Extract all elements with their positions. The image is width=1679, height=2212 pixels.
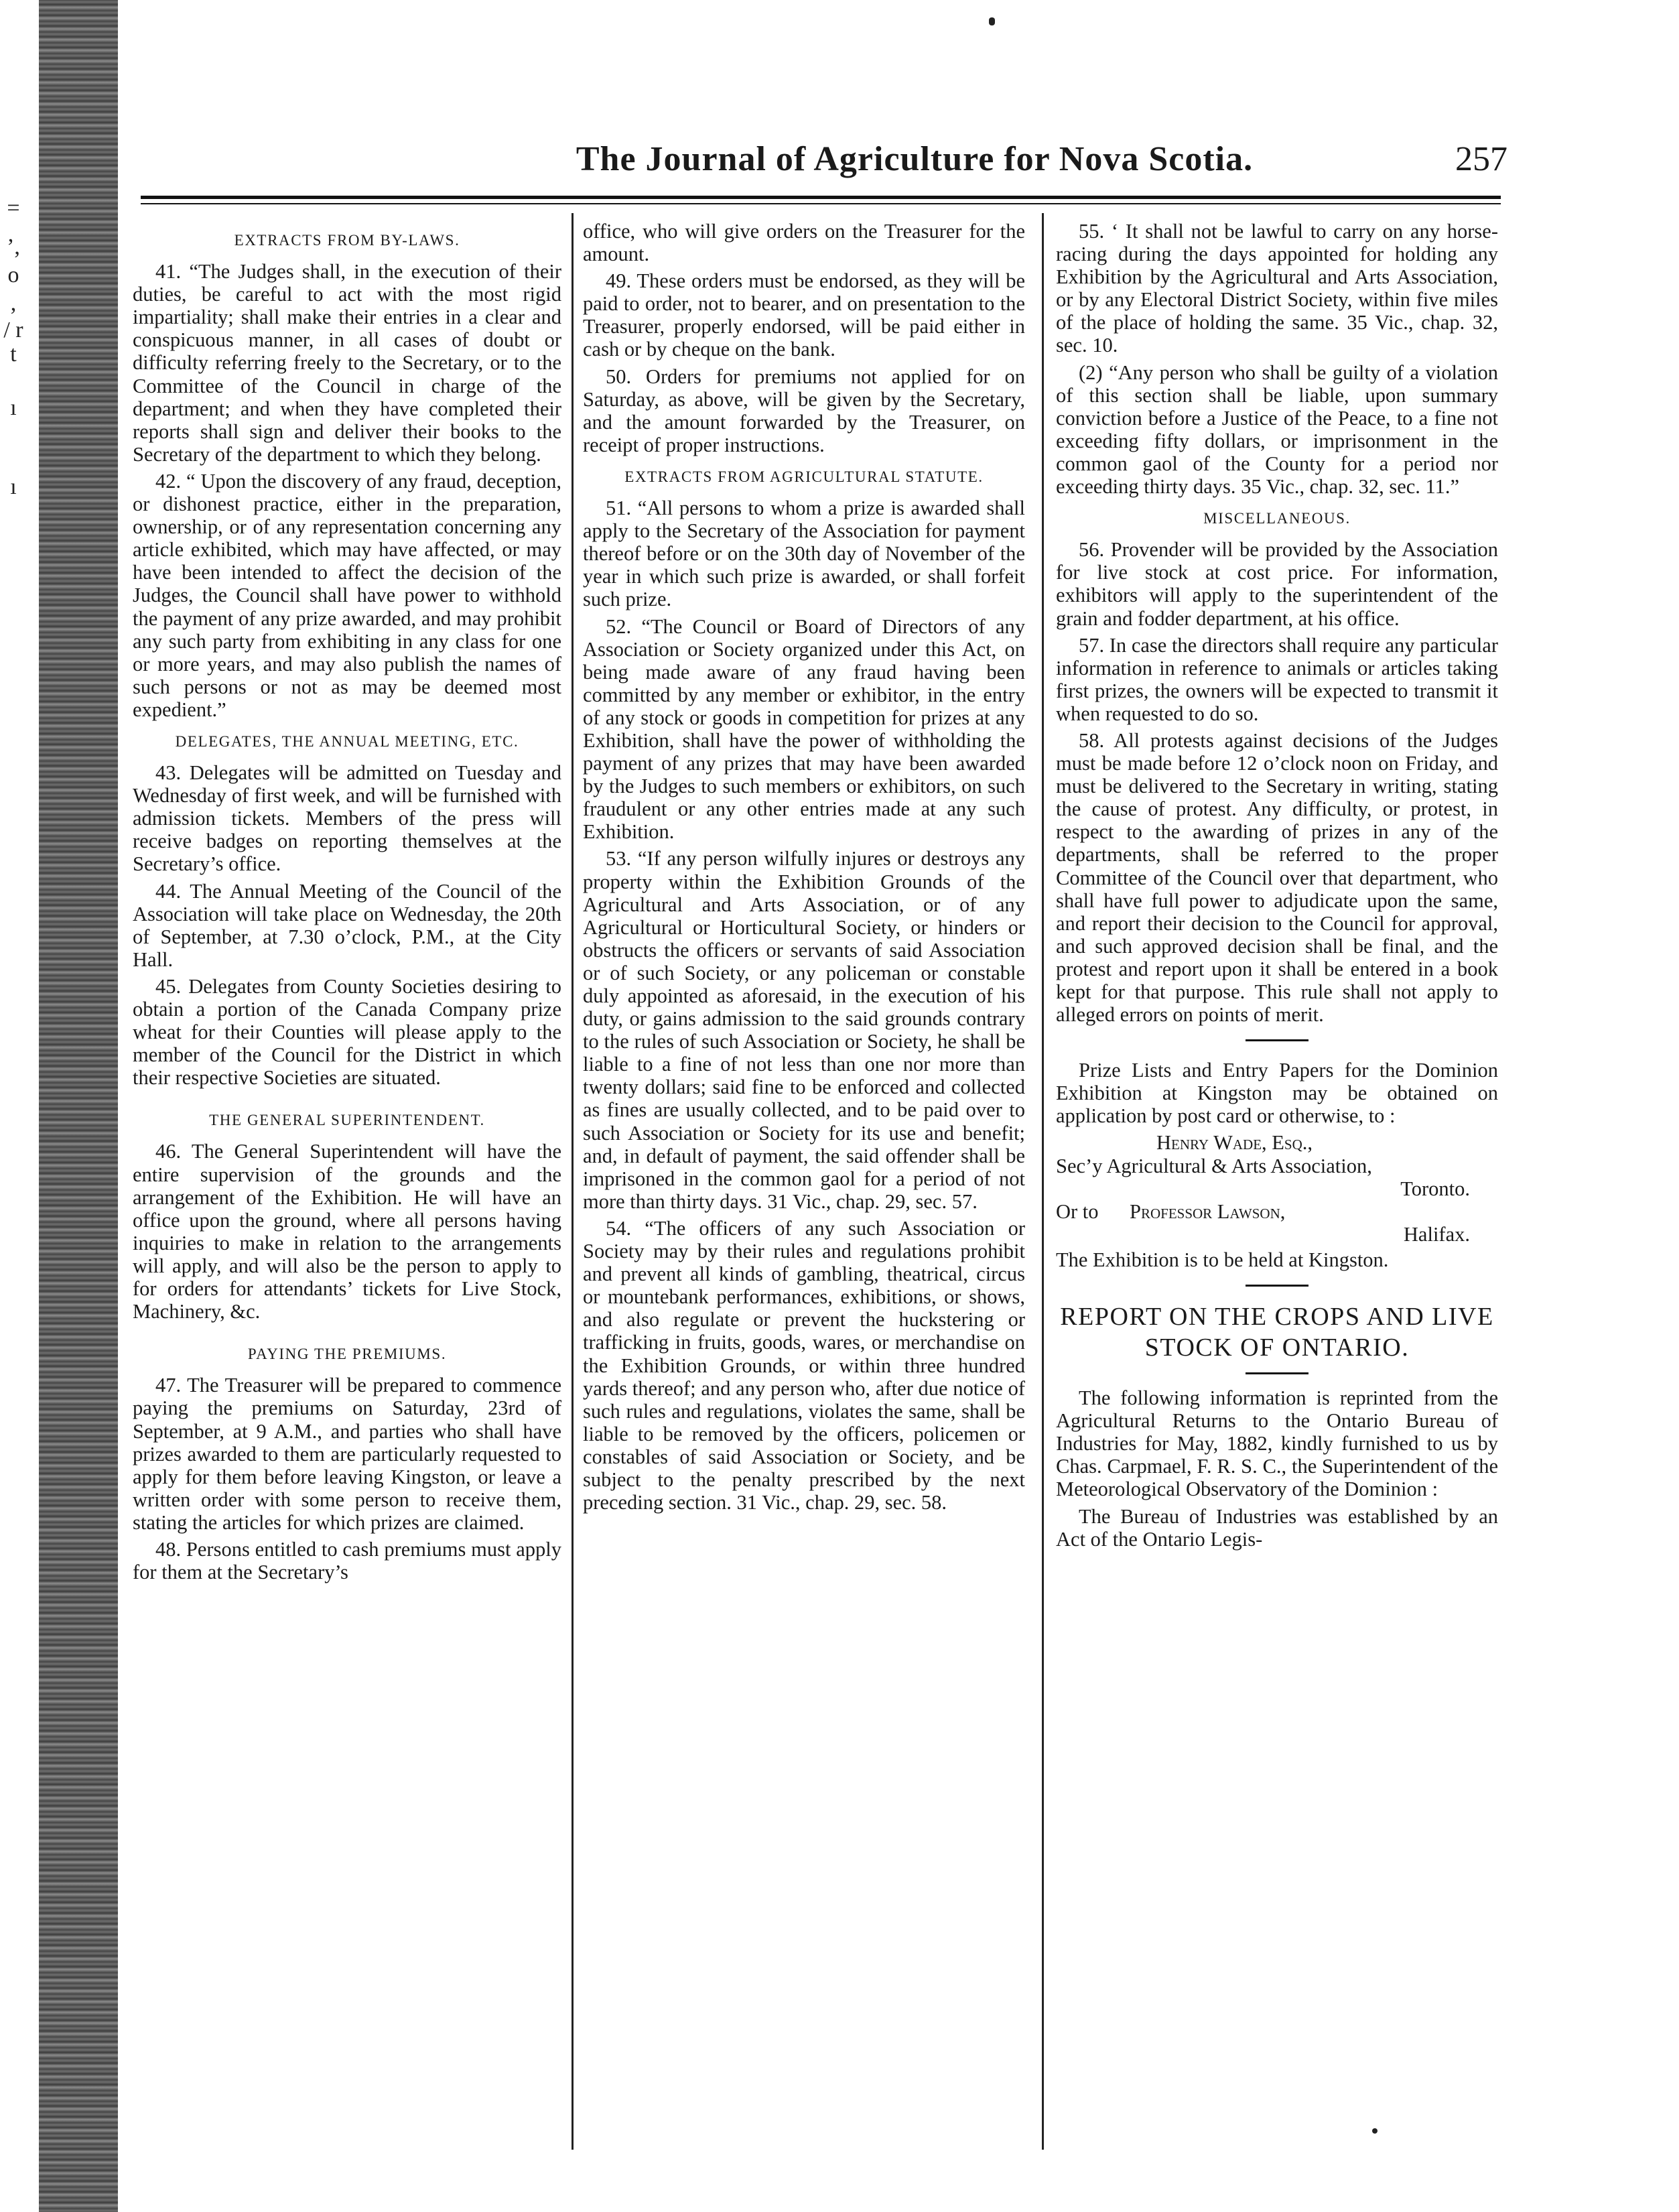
- contact-name: Professor Lawson,: [1130, 1199, 1286, 1223]
- alternate-contact: [1056, 1200, 1498, 1223]
- bureau-paragraph: The Bureau of Industries was established by an Act of the Ontario Legis-: [1056, 1504, 1498, 1551]
- paragraph-50: 50. Orders for premiums not applied for on Saturday, as above, will be given by the Secretary, and the amount forwarded by the Treasurer, on receipt of proper instructions.: [583, 365, 1025, 456]
- column-3: [1056, 220, 1498, 1555]
- section-heading: THE GENERAL SUPERINTENDENT.: [209, 1112, 485, 1129]
- margin-mark: =: [7, 196, 20, 220]
- paragraph-49: 49. These orders must be endorsed, as they will be paid to order, not to bearer, and on presentation to the Treasurer, properly endorsed, will be paid either in cash or by cheque on the bank.: [583, 269, 1025, 361]
- margin-mark: ’,: [7, 235, 20, 259]
- paragraph-47: 47. The Treasurer will be prepared to commence paying the premiums on Saturday, 23rd of September, at 9 A.M., and parties who shall have prizes awarded to them are particularly requested to apply for them before leaving Kingston, or leave a written order with some person to receive them, stating the articles for which prizes are claimed.: [133, 1374, 561, 1534]
- section-heading: PAYING THE PREMIUMS.: [247, 1346, 447, 1363]
- section-divider: [1246, 1285, 1308, 1287]
- section-heading: DELEGATES, THE ANNUAL MEETING, ETC.: [175, 732, 519, 750]
- column-divider: [1042, 213, 1044, 2150]
- column-1: [133, 220, 561, 1587]
- report-paragraph: The following information is reprinted from the Agricultural Returns to the Ontario Bureau of Industries for May, 1882, kindly furnished to us by Chas. Carpmael, F. R. S. C., the Superintendent of the Meteorological Observatory of the Dominion :: [1056, 1386, 1498, 1501]
- paragraph-58: 58. All protests against decisions of the Judges must be made before 12 o’clock noon on Friday, and must be delivered to the Secretary in writing, stating the cause of protest. Any difficulty, or protest, in respect to the awarding of prizes in any of the departments, shall be referred to the proper Committee of the Council over that department, who shall have full power to adjudicate upon the same, and report their decision to the Council for approval, and such approved decision shall be final, and the protest and report upon it shall be entered in a book kept for that purpose. This rule shall not apply to alleged errors on points of merit.: [1056, 728, 1498, 1027]
- page-number: 257: [1455, 140, 1507, 178]
- contact-city: Toronto.: [1400, 1177, 1470, 1200]
- report-title: REPORT ON THE CROPS AND LIVE STOCK OF ONTARIO.: [1060, 1303, 1494, 1362]
- margin-mark: / r: [3, 318, 23, 342]
- section-divider: [1246, 1039, 1308, 1041]
- paragraph-51: 51. “All persons to whom a prize is awarded shall apply to the Secretary of the Association for payment thereof before or on the 30th day of November of the year in which such prize is awarded, or shall forfeit such prize.: [583, 497, 1025, 611]
- paragraph-54: 54. “The officers of any such Association or Society may by their rules and regulations prohibit and prevent all kinds of gambling, theatrical, circus or mountebank performances, exhibitions, or shows, and also regulate or prevent the huckstering or trafficking in fruits, goods, wares, or merchandise on the Exhibition Grounds, or within three hundred yards thereof; and any person who, after due notice of such rules and regulations, violates the same, shall be liable to be removed by the officers, policemen or constables of said Association or Society, and be subject to the penalty prescribed by the next preceding section. 31 Vic., chap. 29, sec. 58.: [583, 1216, 1025, 1514]
- paragraph-45: 45. Delegates from County Societies desiring to obtain a portion of the Canada Company prize wheat for their Counties will please apply to the member of the Council for the District in which their respective Societies are situated.: [133, 974, 561, 1090]
- paragraph-42: 42. “ Upon the discovery of any fraud, deception, or dishonest practice, either in the preparation, ownership, or of any representation concerning any article exhibited, which may have affected, or may have been intended to affect the decision of the Judges, the Council shall have power to withhold the payment of any prize awarded, and may prohibit any such party from exhibiting in any class for one or more years, and may also publish the names of such persons or not as may be deemed most expedient.”: [133, 469, 561, 721]
- header-rule-thin: [141, 203, 1501, 204]
- header-rule: [141, 196, 1501, 199]
- paragraph-48-continued: office, who will give orders on the Treasurer for the amount.: [583, 220, 1025, 266]
- paragraph-44: 44. The Annual Meeting of the Council of the Association will take place on Wednesday, the 20th of September, at 7.30 o’clock, P.M., at the City Hall.: [133, 879, 561, 971]
- column-2: [583, 220, 1025, 1518]
- notice-paragraph: Prize Lists and Entry Papers for the Dominion Exhibition at Kingston may be obtained on application by post card or otherwise, to :: [1056, 1059, 1498, 1128]
- paragraph-52: 52. “The Council or Board of Directors of any Association or Society organized under this Act, on being made aware of any fraud having been committed by any member or exhibitor, in the entry of any stock or goods in competition for prizes at any Exhibition, shall have the power of withholding the payment of any prizes that may have been awarded by the Judges to such members or exhibitors, on such fraudulent or any other entries made at any such Exhibition.: [583, 614, 1025, 844]
- paragraph-46: 46. The General Superintendent will have the entire supervision of the grounds and the arrangement of the Exhibition. He will have an office upon the ground, where all persons having inquiries to make in relation to the arrangements will apply, and will also be the person to apply to for orders for attendants’ tickets for Live Stock, Machinery, &c.: [133, 1140, 561, 1323]
- contact-city: Halifax.: [1403, 1222, 1470, 1246]
- margin-mark: ı: [10, 395, 17, 420]
- paragraph-57: 57. In case the directors shall require any particular information in reference to animals or articles taking first prizes, the owners will be expected to transmit it when requested to do so.: [1056, 633, 1498, 725]
- running-header: [472, 139, 1507, 186]
- binding-gutter: [39, 0, 118, 2212]
- margin-mark: t: [10, 342, 17, 367]
- paragraph-48: 48. Persons entitled to cash premiums must apply for them at the Secretary’s: [133, 1537, 561, 1584]
- contact-name: Henry Wade, Esq.,: [1156, 1131, 1313, 1155]
- margin-mark: ,: [10, 291, 17, 316]
- section-heading: MISCELLANEOUS.: [1203, 510, 1351, 527]
- section-heading: EXTRACTS FROM BY-LAWS.: [234, 232, 460, 249]
- exhibition-note: The Exhibition is to be held at Kingston.: [1056, 1248, 1389, 1271]
- journal-title: The Journal of Agriculture for Nova Scotia.: [576, 140, 1254, 178]
- ink-dot: [989, 17, 995, 25]
- paragraph-43: 43. Delegates will be admitted on Tuesday and Wednesday of first week, and will be furnished with admission tickets. Members of the press will receive badges on reporting themselves at the Secretary’s office.: [133, 761, 561, 876]
- section-heading: EXTRACTS FROM AGRICULTURAL STATUTE.: [624, 468, 984, 485]
- ink-dot: [1372, 2128, 1378, 2134]
- paragraph-41: 41. “The Judges shall, in the execution of their duties, be careful to act with the most rigid impartiality; shall make their entries in a clear and conspicuous manner, in all cases of doubt or difficulty referring freely to the Secretary, or to the Committee of the Council in charge of the department; and when they have completed their reports shall sign and deliver their books to the Secretary of the department to which they belong.: [133, 260, 561, 466]
- paragraph-55: 55. ‘ It shall not be lawful to carry on any horse-racing during the days appointed for holding any Exhibition by the Agricultural and Arts Association, or by any Electoral District Society, within five miles of the place of holding the same. 35 Vic., chap. 32, sec. 10.: [1056, 220, 1498, 357]
- paragraph-53: 53. “If any person wilfully injures or destroys any property within the Exhibition Grounds of the Agricultural and Arts Association, or of any Agricultural or Horticultural Society, or hinders or obstructs the officers or servants of said Association or of such Society, or any policeman or constable duly appointed as aforesaid, in the execution of his duty, or gains admission to the said grounds contrary to the rules of such Association or Society, he shall be liable to a fine of not less than one nor more than twenty dollars; said fine to be enforced and collected as fines are usually collected, and to be paid over to such Association or Society for its use and benefit; and, in default of payment, the said offender shall be imprisoned in the common gaol for a period of not more than thirty days. 31 Vic., chap. 29, sec. 57.: [583, 847, 1025, 1213]
- section-divider: [1246, 1372, 1308, 1374]
- margin-mark: o: [7, 263, 19, 287]
- paragraph-56: 56. Provender will be provided by the Association for live stock at cost price. For information, exhibitors will apply to the superintendent of the grain and fodder department, at his office.: [1056, 538, 1498, 630]
- or-to-label: Or to: [1056, 1199, 1099, 1223]
- column-divider: [572, 213, 574, 2150]
- contact-title: Sec’y Agricultural & Arts Association,: [1056, 1154, 1372, 1177]
- margin-mark: ı: [10, 474, 17, 499]
- paragraph-55-2: (2) “Any person who shall be guilty of a violation of this section shall be liable, upon summary conviction before a Justice of the Peace, to a fine not exceeding fifty dollars, or imprisonment in the common gaol of the County for a period nor exceeding thirty days. 35 Vic., chap. 32, sec. 11.”: [1056, 361, 1498, 499]
